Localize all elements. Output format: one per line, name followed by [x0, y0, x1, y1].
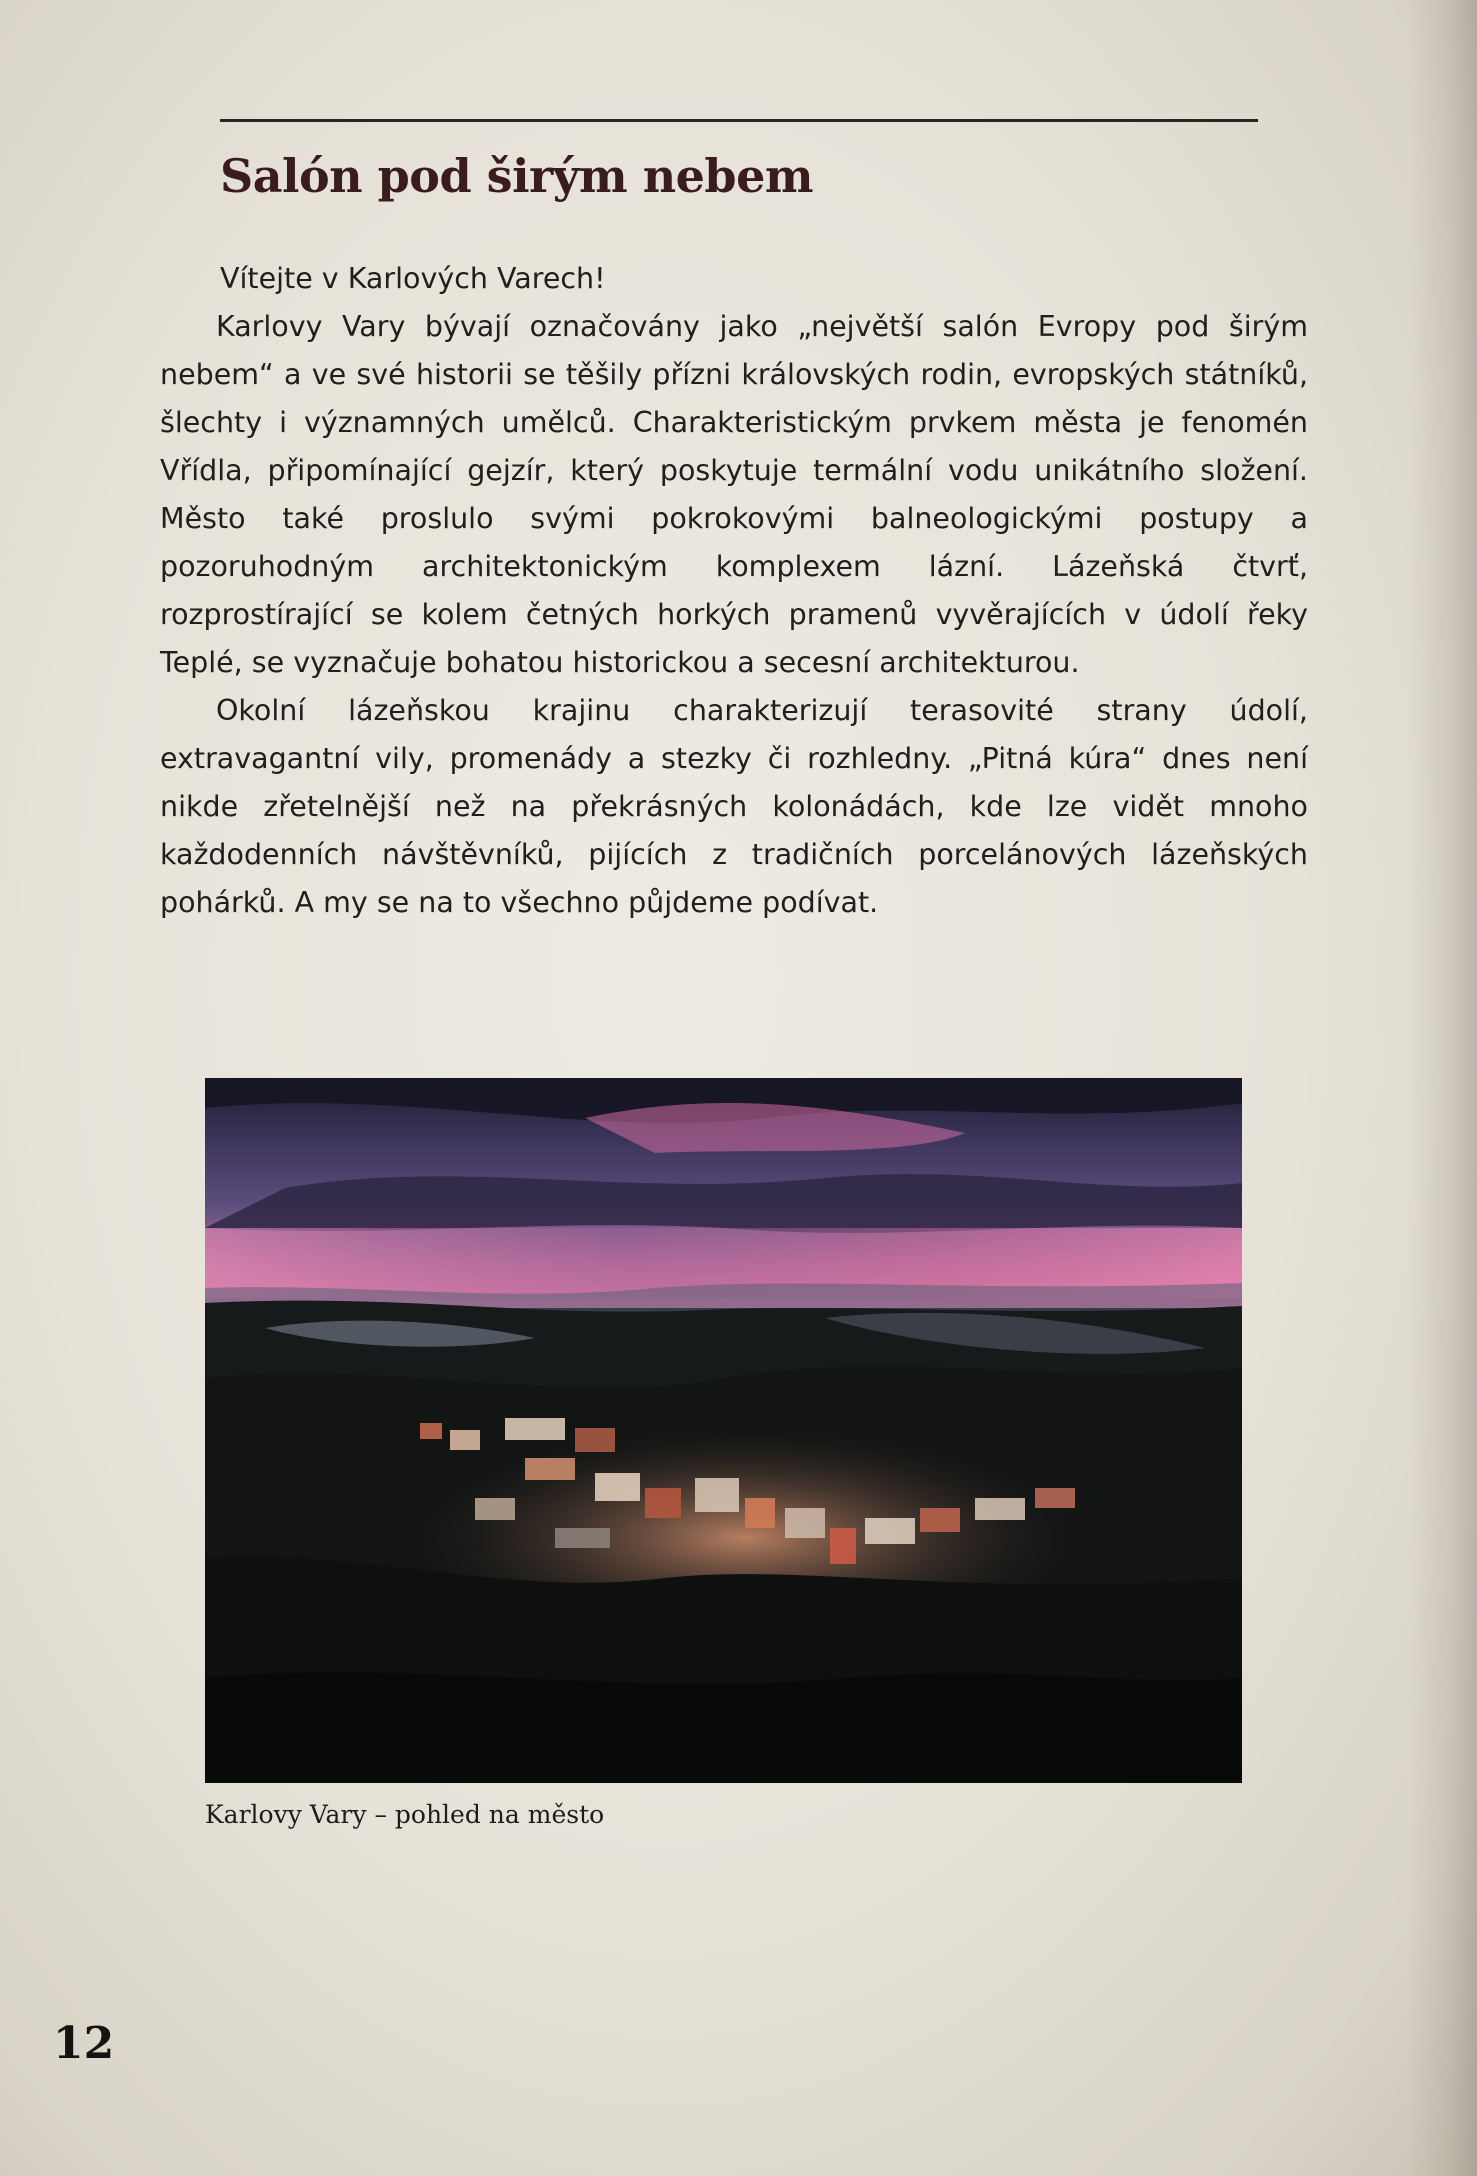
city-view-photo [205, 1078, 1242, 1783]
paragraph-intro: Karlovy Vary bývají označovány jako „největší salón Evropy pod širým nebem“ a ve své historii se těšily přízni královských rodin, evropských státníků, šlechty i významných umělců. Charakteristickým prvkem města je fenomén Vřídla, připomínající gejzír, který poskytuje termální vodu unikátního složení. Město také proslulo svými pokrokovými balneologickými postupy a pozoruhodným architektonickým komplexem lázní. Lázeňská čtvrť, rozprostírající se kolem četných horkých pramenů vyvěrajících v údolí řeky Teplé, se vyznačuje bohatou historickou a secesní architekturou. [160, 310, 1308, 679]
body-text [160, 255, 1308, 927]
page-number: 12 [53, 2018, 115, 2069]
paragraph-greeting: Vítejte v Karlových Varech! [220, 262, 606, 295]
page-edge-shadow [1407, 0, 1477, 2176]
photo-caption: Karlovy Vary – pohled na město [205, 1800, 605, 1829]
paragraph-landscape: Okolní lázeňskou krajinu charakterizují terasovité strany údolí, extravagantní vily, promenády a stezky či rozhledny. „Pitná kúra“ dnes není nikde zřetelnější než na překrásných kolonádách, kde lze vidět mnoho každodenních návštěvníků, pijících z tradičních porcelánových lázeňských pohárků. A my se na to všechno půjdeme podívat. [160, 694, 1308, 919]
page-title: Salón pod širým nebem [220, 149, 814, 203]
top-rule [220, 119, 1258, 122]
